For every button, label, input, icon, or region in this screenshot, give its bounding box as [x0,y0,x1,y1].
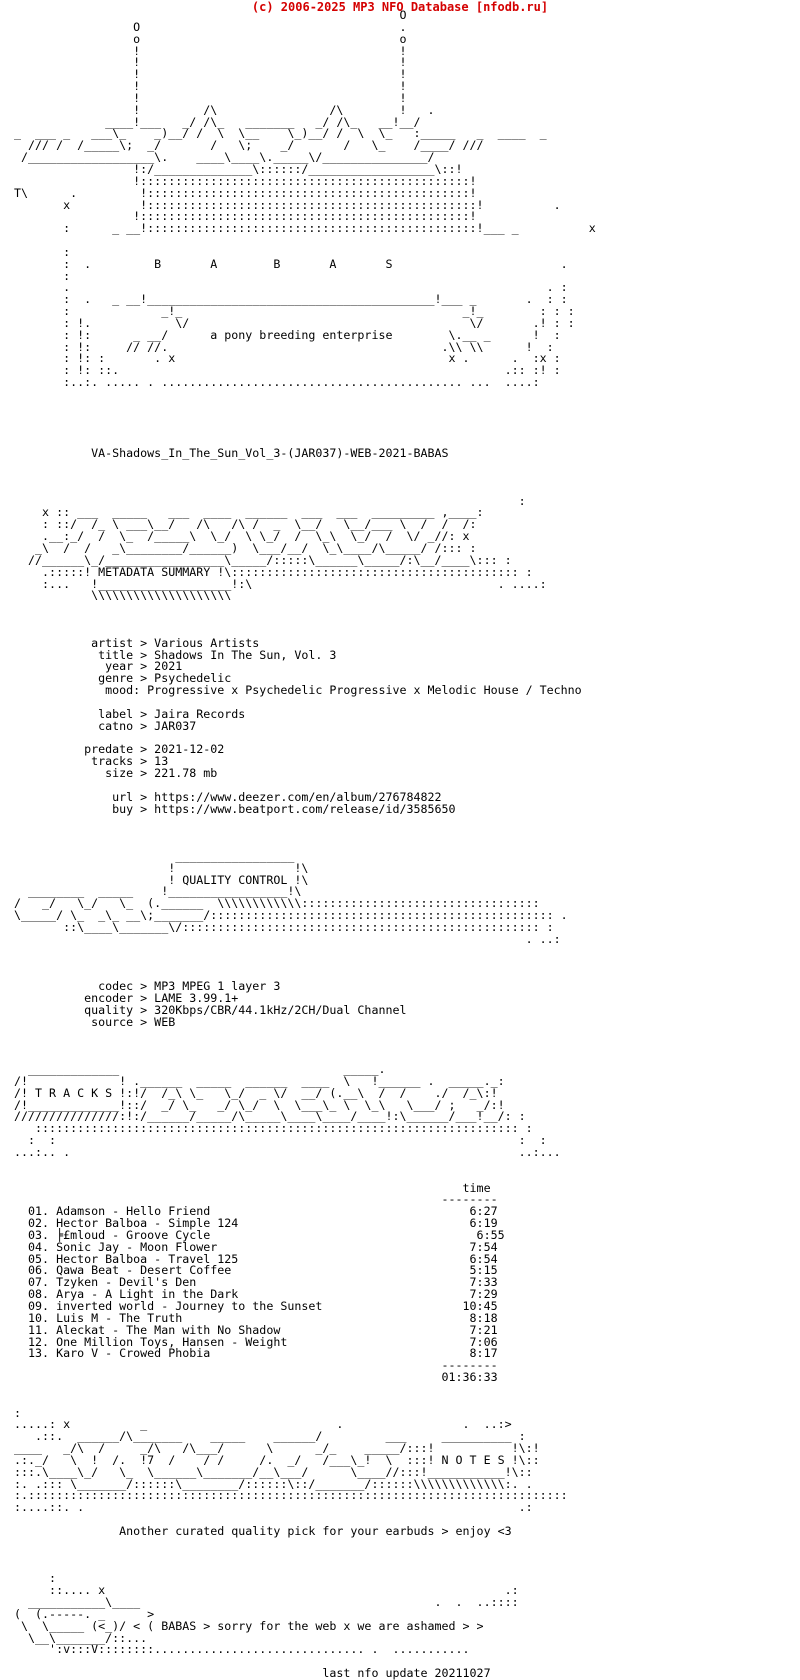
nfo-line: : [0,1571,57,1586]
nfo-line: : [0,1405,22,1420]
nfo-line: 11. Aleckat - The Man with No Shadow 7:21 [0,1322,498,1337]
nfo-line: : _ __!:::::::::::::::::::::::::::::::::::::::::::::::!___ _ x [0,221,596,236]
nfo-line: ::.... x .: [0,1583,519,1598]
nfo-line: ___________\____ . . ..:::: [0,1595,519,1610]
nfo-line: 07. Tzyken - Devil's Den 7:33 [0,1275,498,1290]
nfo-line: //______\_/_________________\_____/:::::\______\_____/:\__/____\::: : [0,552,512,567]
nfo-line: predate > 2021-12-02 [0,742,225,757]
nfo-line: ///////////////:!:/______/_____/\_____\____\____/____!:\______/___!__/: : [0,1109,526,1124]
nfo-line: 01:36:33 [0,1370,498,1385]
nfo-line: : [0,268,71,283]
nfo-line: catno > JAR037 [0,718,197,733]
nfo-line: time [0,1180,491,1195]
nfo-line: : ::/ /_ \ ___\__/ /\ /\ / _ \__/ \__/___ \ / / /: [0,517,477,532]
nfo-line: :.::::::::::::::::::::::::::::::::::::::::::::::::::::::::::::::::::::::::::::: [0,1488,568,1503]
nfo-line: .:::::! METADATA SUMMARY !\::::::::::::::::::::::::::::::::::::::::: : [0,564,533,579]
copyright-header: (c) 2006-2025 MP3 NFO Database [nfodb.ru] [251,0,549,14]
nfo-line: encoder > LAME 3.99.1+ [0,991,239,1006]
nfo-line: -------- [0,1192,498,1207]
nfo-line: mood: Progressive x Psychedelic Progressive x Melodic House / Techno [0,683,582,698]
nfo-line: _________________ [0,848,295,863]
nfo-line: .::. ______/\_______ _____ ______/ ___ __________ : [0,1429,526,1444]
nfo-line: quality > 320Kbps/CBR/44.1kHz/2CH/Dual Channel [0,1002,407,1017]
nfo-line: label > Jaira Records [0,706,246,721]
nfo-line: 05. Hector Balboa - Travel 125 6:54 [0,1251,498,1266]
nfo-line: ( (.-----. _ > [0,1606,155,1621]
nfo-line: 12. One Million Toys, Hansen - Weight 7:06 [0,1334,498,1349]
nfo-line: \__\_______/::... [0,1630,148,1645]
nfo-line: 08. Arya - A Light in the Dark 7:29 [0,1287,498,1302]
nfo-line: :. .::: \_______/::::::\________/::::::\::/_______/::::::\\\\\\\\\\\\\:. . [0,1476,533,1491]
nfo-line: O . [0,19,407,34]
nfo-line: ! ! [0,67,407,82]
nfo-line: ...:.. . ..:... [0,1145,561,1159]
nfo-line: year > 2021 [0,659,183,674]
nfo-line: Another curated quality pick for your earbuds > enjoy <3 [0,1524,512,1538]
nfo-line: .....: x _ . . ..:> [0,1417,512,1432]
nfo-line: 13. Karo V - Crowed Phobia 8:17 [0,1346,498,1361]
nfo-line: : !: ::. .:: :! : [0,363,561,378]
nfo-line: ____!___ _/ /\_ _______ _/ /\_ __!__/ [0,114,421,129]
nfo-line: 02. Hector Balboa - Simple 124 6:19 [0,1216,498,1231]
nfo-line: :....::. . .: [0,1500,533,1515]
nfo-line: -------- [0,1358,498,1373]
nfo-line: ____ _/\ / _/\ /\___/ \ _/_ _____/:::! !\:! [0,1441,540,1456]
nfo-line: tracks > 13 [0,754,169,769]
nfo-line: /__________________\. ____\____\._____\/_______________/ [0,150,435,165]
nfo-line: ! ! [0,79,407,94]
nfo-line: _\ / / _\________/______) \___/__/ \_\____/\_____/ /::: : [0,540,477,555]
nfo-line: /!_____________!::/ _/ \_ _/ \_/ \ \___\_ \ \_\ \___/ ; _/:! [0,1097,505,1112]
nfo-line: x !:::::::::::::::::::::::::::::::::::::::::::::::! . [0,197,561,212]
nfo-line: : . B A B A S . [0,256,568,271]
nfo-line: VA-Shadows_In_The_Sun_Vol_3-(JAR037)-WEB-2021-BABAS [0,446,449,461]
nfo-line: _ ___ _ ___\_ _)__/ / \ \__ \_)__/ / \ \_ :_____ _ ____ _ [0,126,547,141]
nfo-line: codec > MP3 MPEG 1 layer 3 [0,979,281,994]
nfo-line: T\ . !::::::::::::::::::::::::::::::::::::::::::::::! [0,185,477,200]
nfo-line: : !. \/ \/ .! : : [0,315,575,330]
nfo-line: :::.\____\_/ \_ \______\_______/__\___/ \____//:::!___________!\:: [0,1464,533,1479]
nfo-line: ::\____\_______\/::::::::::::::::::::::::::::::::::::::::::::::::::: : [0,919,554,934]
nfo-line: : [0,493,526,508]
nfo-line: . . : [0,280,568,295]
nfo-line: O [0,8,407,22]
nfo-line: 10. Luis M - The Truth 8:18 [0,1310,498,1325]
nfo-line: \_____/ \_ _\_ __\;_______/::::::::::::::::::::::::::::::::::::::::::::::::: . [0,908,568,923]
nfo-line: x :: ___ _____ ___ ____ ______ ___ ___ _________ ,____: [0,505,484,520]
nfo-line: !:::::::::::::::::::::::::::::::::::::::::::::::! [0,209,477,224]
nfo-line: /! ! .______ _____ ______ ____ \ !______ . _____._: [0,1073,505,1088]
nfo-line: : !: _ __/ a pony breeding enterprise \.__ _ ! : [0,327,561,342]
nfo-line: o o [0,31,407,46]
nfo-line: . ..: [0,931,561,946]
nfo-line: \ \_____ (<_)/ < ( BABAS > sorry for the web x we are ashamed > > [0,1618,484,1633]
nfo-line: : . _ __!_________________________________________!___ _ . : : [0,292,568,307]
nfo-line: / _/ \_/ \_ (.______ \\\\\\\\\\\\:::::::::::::::::::::::::::::::::: [0,896,540,911]
nfo-line: /! T R A C K S !:!/ /_\ \_ \_/ _ \/ __/ (.__\ / / ./ /_\:! [0,1085,498,1100]
nfo-line: ! !\ [0,860,309,875]
nfo-line: : : : : [0,1133,547,1148]
nfo-line: : !: // //. .\\ \\ ! : [0,339,554,354]
nfo-line: /// / /_____\; _/ / \; _/ / \_ /____/ /// [0,138,484,153]
nfo-line: title > Shadows In The Sun, Vol. 3 [0,647,337,662]
nfo-line: ::::::::::::::::::::::::::::::::::::::::::::::::::::::::::::::::::::: : [0,1121,533,1136]
nfo-line: 09. inverted world - Journey to the Sunset 10:45 [0,1298,498,1313]
nfo-line: 03. ╞£mloud - Groove Cycle 6:55 [0,1227,505,1242]
nfo-line: .__:_/ / \_ /_____\ \_/ \ \_/ / \_\ \_/ / \/ _//: x [0,529,470,544]
nfo-line: 04. Sonic Jay - Moon Flower 7:54 [0,1239,498,1254]
nfo-line: ! /\ /\ ! . [0,102,435,117]
nfo-line: url > https://www.deezer.com/en/album/276784822 [0,789,442,804]
nfo-line: : !: : . x x . . :x : [0,351,561,366]
nfo-line: ':v:::V::::::::.............................. . ........... [0,1642,470,1657]
nfo-line: ! ! [0,55,407,70]
nfo-line: !:::::::::::::::::::::::::::::::::::::::::::::::! [0,173,477,188]
nfo-line: last nfo update 20211027 [0,1666,491,1680]
nfo-line: ! ! [0,90,407,105]
nfo-line: buy > https://www.beatport.com/release/id/3585650 [0,801,456,816]
nfo-line: !:/______________\::::::/__________________\::! [0,161,463,176]
nfo-line: ! QUALITY CONTROL !\ [0,872,309,887]
nfo-line: : [0,244,71,259]
nfo-line: 01. Adamson - Hello Friend 6:27 [0,1204,498,1219]
nfo-line: size > 221.78 mb [0,766,218,780]
nfo-line: :..:. ..... . ........................................... ... ....: [0,375,540,390]
nfo-line: 06. Qawa Beat - Desert Coffee 5:15 [0,1263,498,1278]
nfo-line: : _!_ _!_ : : : [0,304,575,319]
nfo-line: source > WEB [0,1014,176,1029]
nfo-line: .:._/ \ ! /. !7 / / / /. _/ /___\_! \ :::! N O T E S !\:: [0,1452,540,1467]
nfo-line: :... !___________________!:\ . ....: [0,576,547,591]
nfo-line: artist > Various Artists [0,635,260,650]
nfo-body [0,10,596,1680]
nfo-line: genre > Psychedelic [0,671,232,686]
nfo-line: _____________ _____. [0,1062,386,1077]
nfo-line: ________ _____ !_________________!\ [0,884,302,899]
nfo-line: ! ! [0,43,407,58]
nfo-line: \\\\\\\\\\\\\\\\\\\\ [0,588,232,603]
